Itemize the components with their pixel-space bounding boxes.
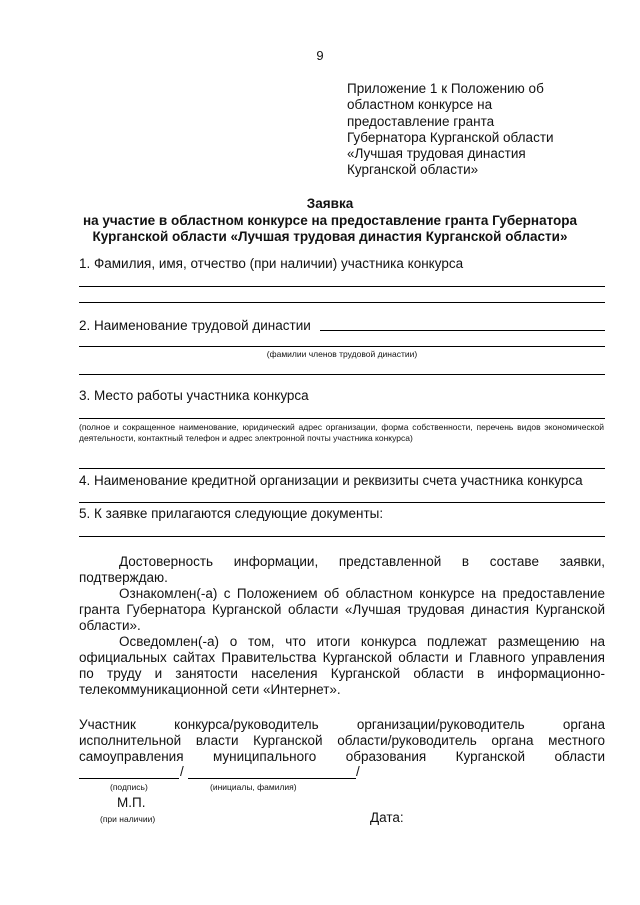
item-4-line[interactable] [79, 502, 605, 503]
paragraph-acknowledged: Ознакомлен(-а) с Положением об областном конкурсе на предоставление гранта Губернатора Курганской области «Лучшая трудовая династия Курганской области». [79, 586, 605, 633]
appendix-line: Губернатора Курганской области [347, 129, 554, 145]
item-4-label: 4. Наименование кредитной организации и реквизиты счета участника конкурса [79, 473, 583, 488]
signature-caption: (подпись) [110, 782, 148, 792]
item-3-line[interactable] [79, 418, 605, 419]
appendix-line: Приложение 1 к Положению об [347, 81, 544, 96]
paragraph-informed: Осведомлен(-а) о том, что итоги конкурса подлежат размещению на официальных сайтах Правительства Курганской области и Главного управления по труду и занятости населения Курганской области в информационно-телекоммуникационной сети «Интернет». [79, 634, 605, 697]
item-3-note: (полное и сокращенное наименование, юридический адрес организации, форма собственности, перечень видов экономической деятельности, контактный телефон и адрес электронной почты участника конкурса) [79, 422, 604, 443]
appendix-line: областном конкурсе на [347, 97, 493, 113]
item-1-line-1[interactable] [79, 286, 605, 287]
stamp-note: (при наличии) [100, 814, 156, 824]
page-number: 9 [316, 48, 324, 63]
item-2-note: (фамилии членов трудовой династии) [266, 349, 418, 359]
paragraph-confirm-line1: Достоверность информации, представленной в составе заявки, [119, 554, 605, 569]
signature-line[interactable] [79, 778, 179, 779]
item-2-label: 2. Наименование трудовой династии [79, 318, 311, 333]
appendix-line: предоставление гранта [347, 113, 495, 129]
item-2-line-3[interactable] [79, 374, 605, 375]
appendix-reference [347, 81, 607, 179]
title-heading: Заявка [306, 196, 354, 211]
title-line-2: Курганской области «Лучшая трудовая династия Курганской области» [92, 229, 568, 244]
stamp-label: М.П. [117, 795, 146, 810]
paragraph-confirm-line2: подтверждаю. [79, 570, 168, 585]
item-2-line-2[interactable] [79, 346, 605, 347]
signature-slash-2: / [356, 764, 360, 779]
signature-line-1: Участник конкурса/руководитель организации/руководитель органа [79, 717, 605, 732]
item-5-line[interactable] [79, 536, 605, 537]
title-line-1: на участие в областном конкурсе на предоставление гранта Губернатора [82, 212, 578, 228]
item-1-label: 1. Фамилия, имя, отчество (при наличии) участника конкурса [79, 256, 464, 271]
initials-caption: (инициалы, фамилия) [210, 782, 297, 792]
initials-line[interactable] [188, 778, 356, 779]
item-3-line-2[interactable] [79, 468, 605, 469]
signature-line-2: исполнительной власти Курганской области/руководитель органа местного [79, 733, 605, 748]
item-2-line-inline[interactable] [320, 330, 605, 331]
signature-slash-1: / [180, 764, 184, 779]
appendix-line: Курганской области» [347, 162, 479, 178]
signature-line-3: самоуправления муниципального образования Курганской области [79, 749, 605, 764]
appendix-line: «Лучшая трудовая династия [347, 146, 526, 162]
date-label: Дата: [370, 810, 404, 825]
document-title [60, 196, 600, 246]
item-5-label: 5. К заявке прилагаются следующие документы: [79, 506, 384, 521]
item-1-line-2[interactable] [79, 302, 605, 303]
item-3-label: 3. Место работы участника конкурса [79, 388, 309, 403]
